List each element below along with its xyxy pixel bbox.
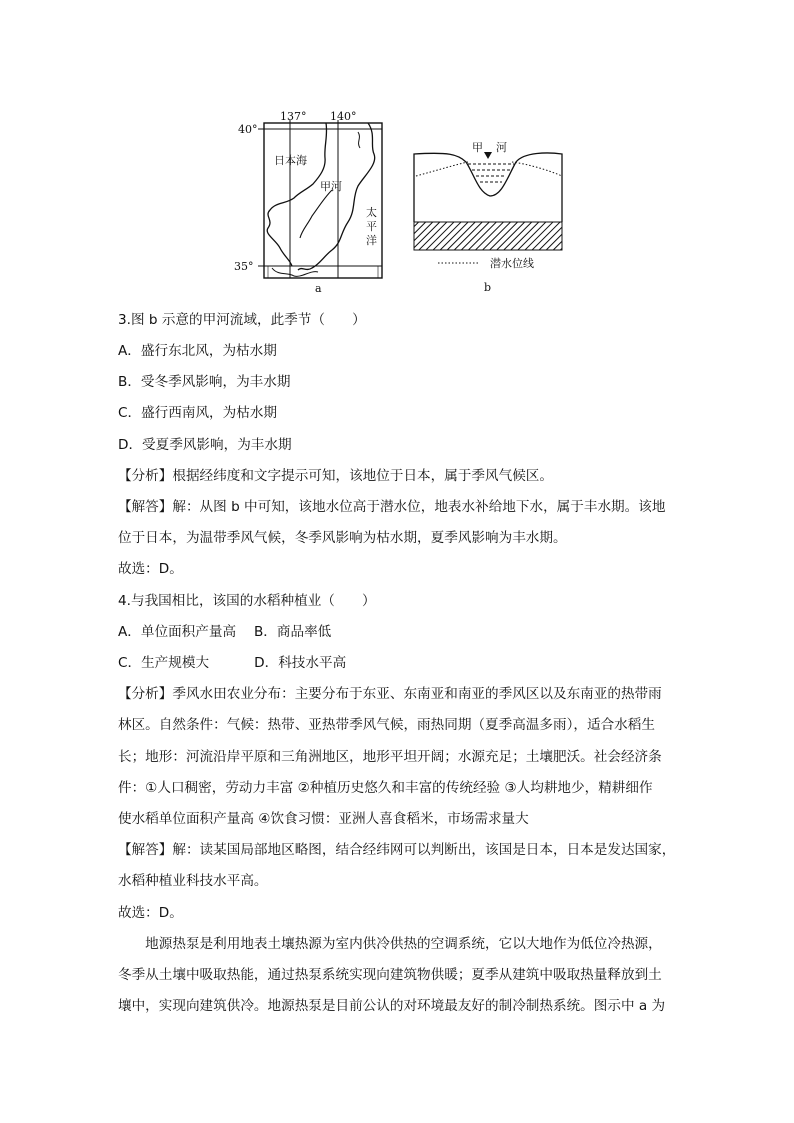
q3-choice: 故选：D。 — [118, 561, 183, 577]
q3-option-a: A．盛行东北风，为枯水期 — [118, 343, 277, 359]
river-jia-label: 甲河 — [320, 180, 342, 193]
q4-analysis-line-1: 【分析】季风水田农业分布：主要分布于东亚、东南亚和南亚的季风区以及东南亚的热带雨 — [118, 686, 662, 702]
lon-137-label: 137° — [280, 110, 307, 123]
bay-outline — [358, 132, 360, 148]
q3-option-d: D．受夏季风影响，为丰水期 — [118, 437, 292, 453]
q3-answer-line-1: 【解答】解：从图 b 中可知，该地水位高于潜水位，地表水补给地下水，属于丰水期。该地 — [118, 499, 666, 515]
q4-analysis-line-3: 长；地形：河流沿岸平原和三角洲地区，地形平坦开阔；水源充足；土壤肥沃。社会经济条 — [118, 749, 662, 765]
q4-analysis-line-4: 件：①人口稠密，劳动力丰富 ②种植历史悠久和丰富的传统经验 ③人均耕地少，精耕细作 — [118, 780, 653, 796]
sea-of-japan-label: 日本海 — [274, 154, 307, 167]
passage-line-1: 地源热泵是利用地表土壤热源为室内供冷供热的空调系统，它以大地作为低位冷热源， — [118, 936, 662, 952]
passage-line-3: 壤中，实现向建筑供冷。地源热泵是目前公认的对环境最友好的制冷制热系统。图示中 a 为 — [118, 998, 666, 1014]
question-3: 3.图 b 示意的甲河流域，此季节（ ） — [118, 312, 366, 328]
passage-line-2: 冬季从土壤中吸取热能，通过热泵系统实现向建筑物供暖；夏季从建筑中吸取热量释放到土 — [118, 967, 662, 983]
pacific-label-2: 平 — [366, 220, 377, 233]
figure-b-profile — [408, 140, 568, 294]
q3-option-b: B．受冬季风影响，为丰水期 — [118, 374, 291, 390]
q4-analysis-line-2: 林区。自然条件：气候：热带、亚热带季风气候，雨热同期（夏季高温多雨），适合水稻生 — [118, 717, 655, 733]
arrow-down-icon — [484, 152, 492, 159]
figure-b-caption: b — [484, 281, 492, 294]
river-label-he: 河 — [496, 141, 507, 154]
south-coast — [272, 268, 318, 276]
rock-layer — [414, 222, 562, 250]
q3-analysis: 【分析】根据经纬度和文字提示可知，该地位于日本，属于季风气候区。 — [118, 468, 553, 484]
figure-a-caption: a — [315, 282, 322, 295]
figure-a-map — [228, 106, 390, 296]
map-svg — [228, 106, 390, 296]
q3-option-c: C．盛行西南风，为枯水期 — [118, 405, 278, 421]
south-strip — [268, 266, 378, 278]
ground-surface — [414, 153, 562, 196]
river-label-jia: 甲 — [472, 141, 483, 154]
q3-answer-line-2: 位于日本，为温带季风气候，冬季风影响为枯水期，夏季风影响为丰水期。 — [118, 530, 567, 546]
q4-analysis-line-5: 使水稻单位面积产量高 ④饮食习惯：亚洲人喜食稻米，市场需求量大 — [118, 811, 529, 827]
pacific-label-1: 太 — [366, 206, 377, 219]
east-coastline — [298, 123, 375, 270]
profile-svg — [408, 140, 568, 294]
q4-answer-line-2: 水稻种植业科技水平高。 — [118, 873, 268, 889]
water-table-legend: 潜水位线 — [490, 257, 534, 270]
q4-choice: 故选：D。 — [118, 905, 183, 921]
q4-options-cd: C．生产规模大 D．科技水平高 — [118, 655, 347, 671]
q4-options-ab: A．单位面积产量高 B．商品率低 — [118, 624, 332, 640]
lat-40-label: 40° — [238, 123, 258, 136]
lon-140-label: 140° — [330, 110, 357, 123]
question-4: 4.与我国相比，该国的水稻种植业（ ） — [118, 593, 376, 609]
west-coastline — [267, 123, 326, 266]
q4-answer-line-1: 【解答】解：读某国局部地区略图，结合经纬网可以判断出，该国是日本，日本是发达国家， — [118, 842, 676, 858]
river-jia — [300, 190, 332, 238]
pacific-label-3: 洋 — [366, 234, 377, 247]
lat-35-label: 35° — [234, 260, 254, 273]
